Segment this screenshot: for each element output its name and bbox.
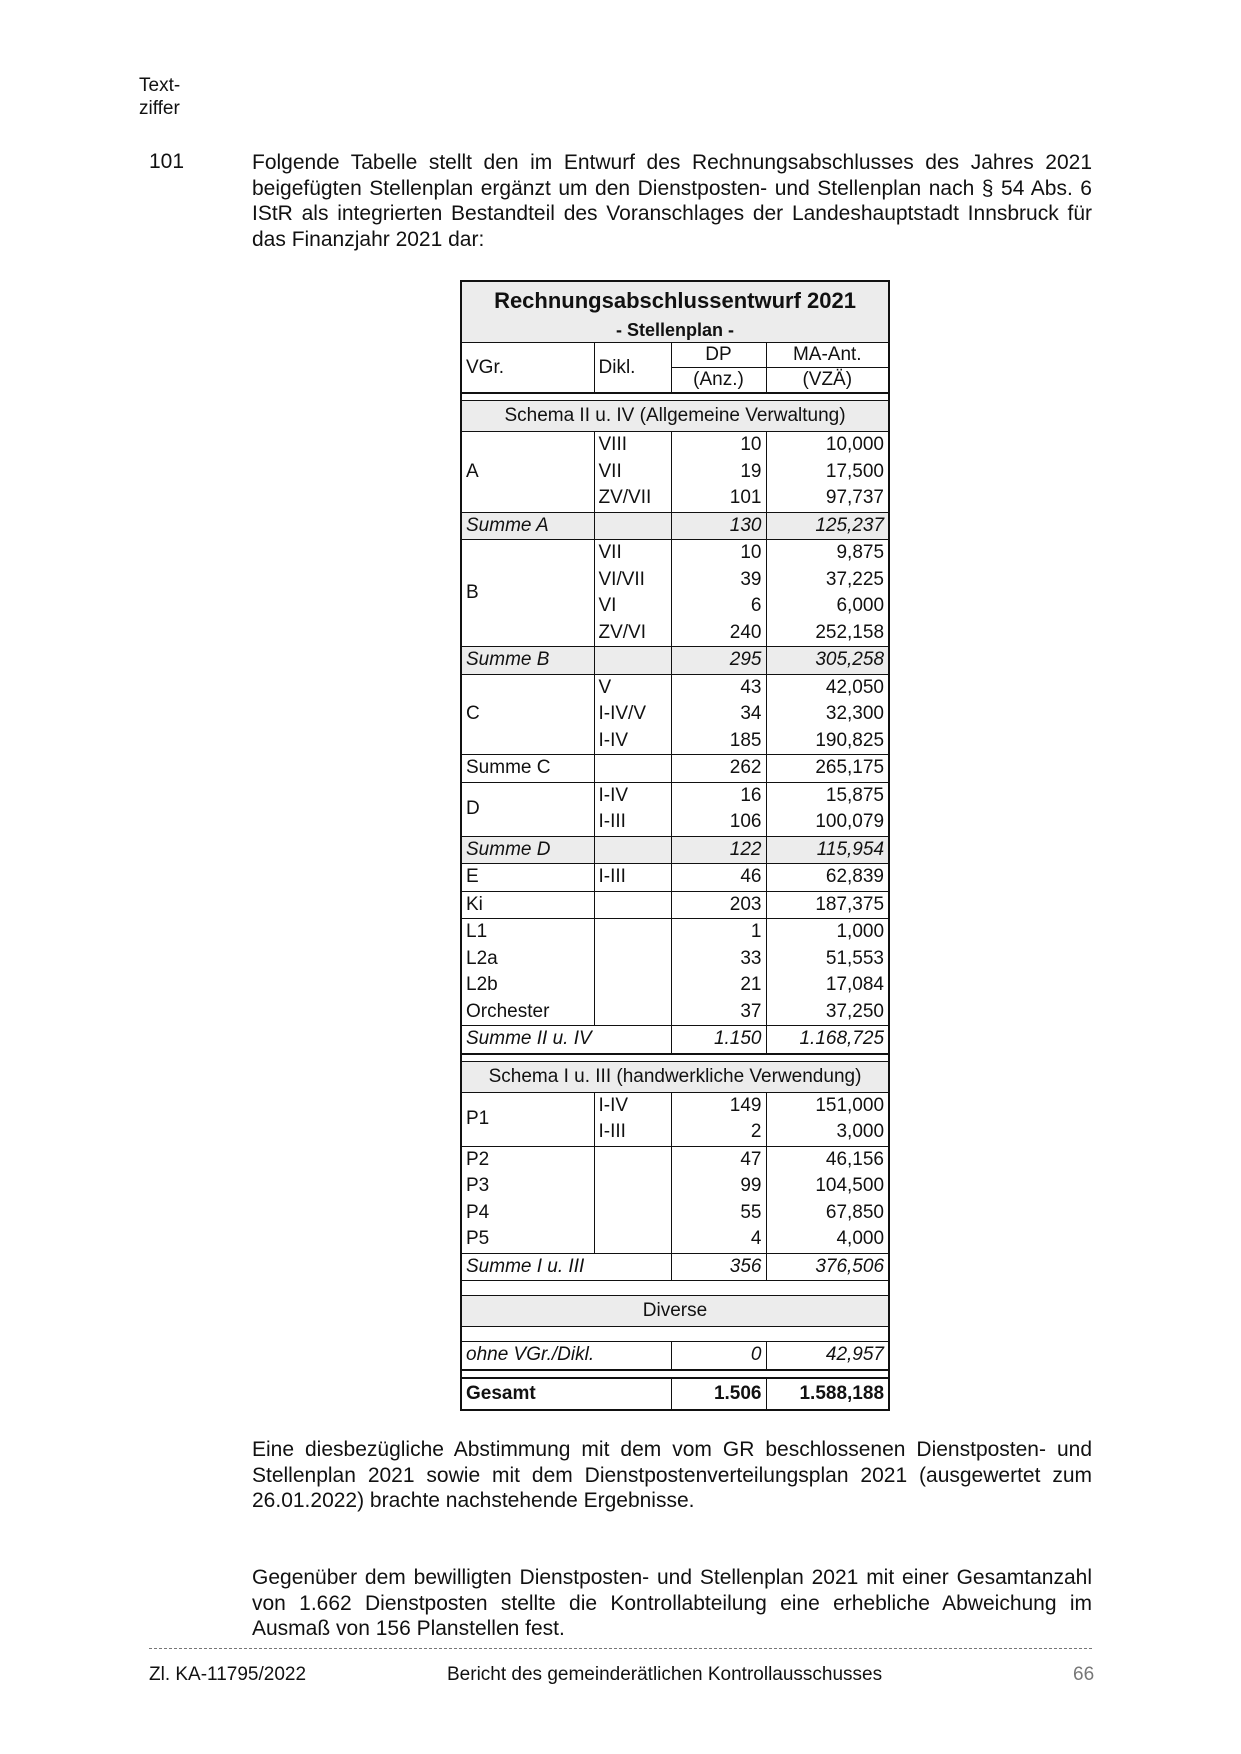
table-subtitle: - Stellenplan -	[461, 318, 889, 343]
dp-cell: 203	[671, 891, 766, 919]
header-ma-unit: (VZÄ)	[766, 368, 889, 394]
ma-cell: 10,000	[766, 432, 889, 459]
dp-cell: 43	[671, 674, 766, 701]
dp-cell: 149	[671, 1092, 766, 1119]
ma-cell: 32,300	[766, 701, 889, 728]
dikl-cell: I-IV	[594, 782, 671, 809]
diverse-row	[461, 1342, 889, 1370]
ma-cell: 187,375	[766, 891, 889, 919]
ma-cell: 97,737	[766, 485, 889, 512]
dp-cell: 4	[671, 1226, 766, 1253]
header-dp-unit: (Anz.)	[671, 368, 766, 394]
empty-cell	[594, 946, 671, 973]
total-label: Gesamt	[461, 1378, 671, 1410]
paragraph-number: 101	[149, 150, 185, 173]
sum-ma: 125,237	[766, 512, 889, 540]
vgr-cell: E	[461, 864, 594, 892]
dikl-cell: VII	[594, 459, 671, 486]
dp-cell: 47	[671, 1146, 766, 1173]
sum-label: Summe I u. III	[461, 1253, 671, 1281]
stellenplan-table-wrapper	[460, 280, 888, 1411]
sum-dp: 262	[671, 755, 766, 783]
sum-label: Summe B	[461, 647, 594, 675]
dp-cell: 6	[671, 593, 766, 620]
diverse-ma: 42,957	[766, 1342, 889, 1370]
table-row	[461, 1173, 889, 1200]
sum-row	[461, 755, 889, 783]
vgr-cell: L2a	[466, 947, 498, 969]
ma-cell: 15,875	[766, 782, 889, 809]
sum-label: Summe D	[461, 836, 594, 864]
spacer	[461, 1327, 889, 1342]
vgr-cell: C	[466, 703, 480, 725]
ma-cell: 100,079	[766, 809, 889, 836]
footer-title: Bericht des gemeinderätlichen Kontrollausschusses	[447, 1664, 883, 1685]
total-dp: 1.506	[671, 1378, 766, 1410]
vgr-cell: P5	[466, 1228, 490, 1250]
dikl-cell: VI	[594, 593, 671, 620]
margin-label-line2: ziffer	[139, 98, 180, 119]
empty-cell	[594, 891, 671, 919]
table-row	[461, 540, 889, 567]
ma-cell: 17,084	[766, 972, 889, 999]
table-row	[461, 972, 889, 999]
ma-cell: 4,000	[766, 1226, 889, 1253]
dp-cell: 2	[671, 1119, 766, 1146]
sum-ma: 265,175	[766, 755, 889, 783]
sum-row	[461, 836, 889, 864]
ma-cell: 252,158	[766, 620, 889, 647]
dikl-cell: I-IV	[594, 728, 671, 755]
vgr-cell: P4	[466, 1201, 490, 1223]
dp-cell: 106	[671, 809, 766, 836]
table-row	[461, 1200, 889, 1227]
dikl-cell: ZV/VI	[594, 620, 671, 647]
dp-cell: 1	[671, 919, 766, 946]
ma-cell: 46,156	[766, 1146, 889, 1173]
stellenplan-table	[460, 280, 890, 1411]
footer-divider	[149, 1648, 1092, 1649]
dikl-cell: I-IV	[594, 1092, 671, 1119]
spacer	[461, 1370, 889, 1378]
dikl-cell: V	[594, 674, 671, 701]
dp-cell: 39	[671, 567, 766, 594]
ma-cell: 9,875	[766, 540, 889, 567]
dikl-cell: I-IV/V	[594, 701, 671, 728]
empty-cell	[594, 1226, 671, 1253]
spacer	[461, 393, 889, 401]
intro-paragraph: Folgende Tabelle stellt den im Entwurf des Rechnungsabschlusses des Jahres 2021 beigefügten Stellenplan ergänzt um den Dienstposten- und Stellenplan nach § 54 Abs. 6 IStR als integrierten Bestandteil des Voranschlages der Landeshauptstadt Innsbruck für das Finanzjahr 2021 dar:	[252, 151, 1092, 251]
ma-cell: 1,000	[766, 919, 889, 946]
ma-cell: 37,225	[766, 567, 889, 594]
dp-cell: 101	[671, 485, 766, 512]
dp-cell: 33	[671, 946, 766, 973]
dikl-cell: I-III	[594, 1119, 671, 1146]
header-dp: DP	[671, 343, 766, 368]
table-row	[461, 864, 889, 892]
empty-cell	[594, 1200, 671, 1227]
header-row	[461, 343, 889, 368]
sum-row	[461, 647, 889, 675]
dp-cell: 99	[671, 1173, 766, 1200]
margin-label-line1: Text-	[139, 75, 181, 96]
ma-cell: 62,839	[766, 864, 889, 892]
dikl-cell: VIII	[594, 432, 671, 459]
empty-cell	[594, 999, 671, 1026]
dp-cell: 55	[671, 1200, 766, 1227]
header-vgr: VGr.	[466, 356, 505, 378]
sum-label: Summe C	[461, 755, 594, 783]
dp-cell: 185	[671, 728, 766, 755]
ma-cell: 17,500	[766, 459, 889, 486]
ma-cell: 37,250	[766, 999, 889, 1026]
sum-row	[461, 1253, 889, 1281]
dikl-cell: I-III	[594, 864, 671, 892]
sum-ma: 305,258	[766, 647, 889, 675]
footer-reference: Zl. KA-11795/2022	[149, 1664, 307, 1685]
vgr-cell: Orchester	[466, 1000, 550, 1022]
sum-ma: 376,506	[766, 1253, 889, 1281]
section-heading-3: Diverse	[461, 1296, 889, 1327]
sum-ma: 115,954	[766, 836, 889, 864]
empty-cell	[594, 836, 671, 864]
empty-cell	[594, 647, 671, 675]
sum-dp: 130	[671, 512, 766, 540]
table-row	[461, 919, 889, 946]
vgr-cell: L1	[461, 919, 594, 946]
table-title: Rechnungsabschlussentwurf 2021	[461, 281, 889, 318]
empty-cell	[594, 1173, 671, 1200]
table-row	[461, 946, 889, 973]
vgr-cell: P3	[466, 1175, 490, 1197]
sum-row	[461, 512, 889, 540]
header-dikl: Dikl.	[594, 343, 671, 394]
dikl-cell: VI/VII	[594, 567, 671, 594]
ma-cell: 6,000	[766, 593, 889, 620]
table-row	[461, 782, 889, 809]
table-row	[461, 891, 889, 919]
ma-cell: 67,850	[766, 1200, 889, 1227]
finding-paragraph: Gegenüber dem bewilligten Dienstposten- und Stellenplan 2021 mit einer Gesamtanzahl von 1.662 Dienstposten stellte die Kontrollabteilung eine erhebliche Abweichung im Ausmaß von 156 Planstellen fest.	[252, 1566, 1092, 1640]
table-row	[461, 1092, 889, 1119]
sum-dp: 356	[671, 1253, 766, 1281]
spacer	[461, 1281, 889, 1296]
table-row	[461, 1226, 889, 1253]
spacer	[461, 1054, 889, 1062]
vgr-cell: B	[466, 582, 479, 603]
vgr-cell: D	[466, 798, 480, 819]
dikl-cell: I-III	[594, 809, 671, 836]
table-row	[461, 674, 889, 701]
dp-cell: 46	[671, 864, 766, 892]
ma-cell: 190,825	[766, 728, 889, 755]
sum-row	[461, 1026, 889, 1054]
header-ma: MA-Ant.	[766, 343, 889, 368]
dp-cell: 37	[671, 999, 766, 1026]
total-ma: 1.588,188	[766, 1378, 889, 1410]
dikl-cell: ZV/VII	[594, 485, 671, 512]
table-row	[461, 432, 889, 459]
ma-cell: 3,000	[766, 1119, 889, 1146]
dp-cell: 240	[671, 620, 766, 647]
dikl-cell: VII	[594, 540, 671, 567]
sum-dp: 122	[671, 836, 766, 864]
sum-label: Summe A	[461, 512, 594, 540]
vgr-cell: P2	[461, 1146, 594, 1173]
empty-cell	[594, 919, 671, 946]
section-heading-2: Schema I u. III (handwerkliche Verwendung)	[461, 1061, 889, 1092]
ma-cell: 104,500	[766, 1173, 889, 1200]
total-row	[461, 1378, 889, 1410]
sum-ma: 1.168,725	[766, 1026, 889, 1054]
dp-cell: 34	[671, 701, 766, 728]
section-heading-1: Schema II u. IV (Allgemeine Verwaltung)	[461, 401, 889, 432]
dp-cell: 16	[671, 782, 766, 809]
dp-cell: 21	[671, 972, 766, 999]
vgr-cell: P1	[466, 1108, 490, 1129]
ma-cell: 151,000	[766, 1092, 889, 1119]
ma-cell: 42,050	[766, 674, 889, 701]
page-number: 66	[1073, 1664, 1095, 1685]
table-row	[461, 999, 889, 1026]
vgr-cell: Ki	[461, 891, 594, 919]
ma-cell: 51,553	[766, 946, 889, 973]
result-paragraph: Eine diesbezügliche Abstimmung mit dem vom GR beschlossenen Dienstposten- und Stellenplan 2021 sowie mit dem Dienstpostenverteilungsplan 2021 (ausgewertet zum 26.01.2022) brachte nachstehende Ergebnisse.	[252, 1438, 1092, 1512]
margin-label	[139, 74, 180, 120]
table-row	[461, 1146, 889, 1173]
diverse-label: ohne VGr./Dikl.	[461, 1342, 671, 1370]
vgr-cell: A	[466, 460, 479, 482]
diverse-dp: 0	[671, 1342, 766, 1370]
empty-cell	[594, 972, 671, 999]
sum-dp: 1.150	[671, 1026, 766, 1054]
empty-cell	[594, 1146, 671, 1173]
empty-cell	[594, 512, 671, 540]
sum-dp: 295	[671, 647, 766, 675]
vgr-cell: L2b	[466, 974, 498, 996]
dp-cell: 10	[671, 540, 766, 567]
dp-cell: 10	[671, 432, 766, 459]
empty-cell	[594, 755, 671, 783]
sum-label: Summe II u. IV	[461, 1026, 671, 1054]
dp-cell: 19	[671, 459, 766, 486]
